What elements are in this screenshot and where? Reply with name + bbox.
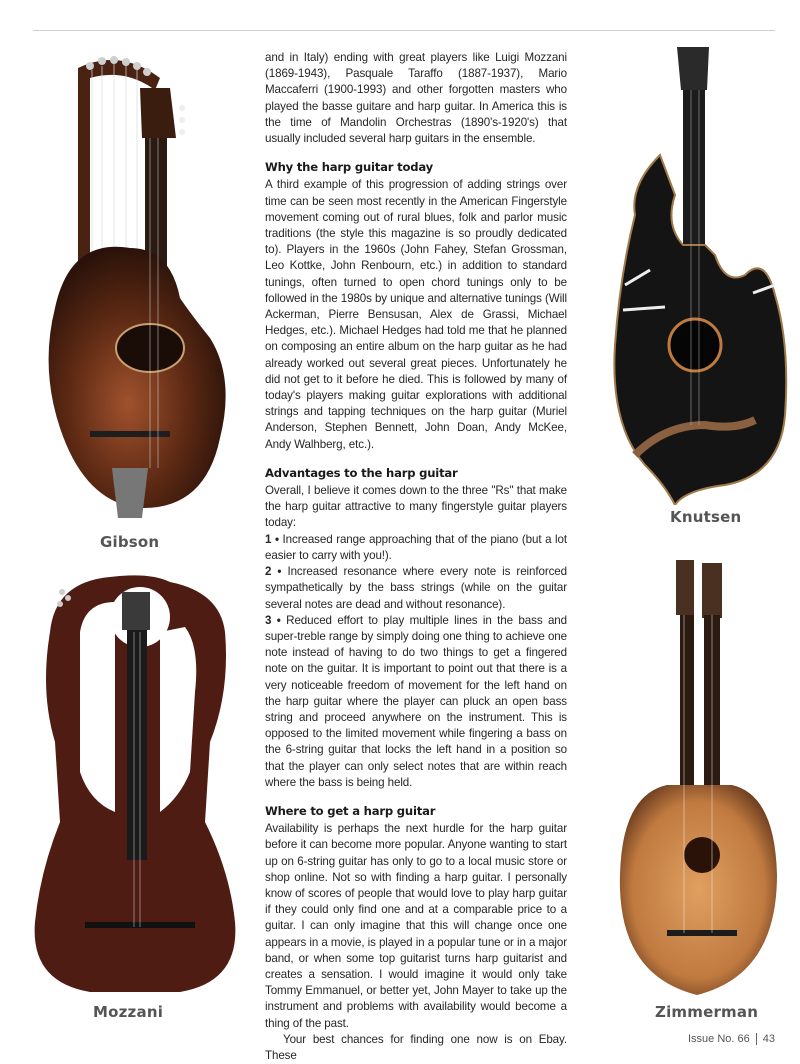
advantage-item-1	[265, 532, 567, 564]
gibson-harp-guitar-image	[30, 48, 235, 528]
footer-divider	[756, 1033, 757, 1045]
page-number: 43	[762, 1033, 775, 1045]
section-body-where: Availability is perhaps the next hurdle for the harp guitar before it can become more popular. Anyone wanting to start up on 6-string guitar has only to go to a local music store or shop online. Not so with finding a harp guitar. I personally know of scores of people that would love to play harp guitar if they could only find one and at a comparable price to a guitar. I can only imagine that this will change once one appears in a movie, is played in a popular tune or in a major band, or when some top guitarist turns harp guitarist and creates a sensation. I would imagine it would only take Tommy Emmanuel, or better yet, John Mayer to take up the instrument and problems with availability would become a thing of the past.	[265, 822, 567, 1030]
advantage-number: 1 •	[265, 532, 279, 546]
closing-paragraph: Your best chances for finding one now is on Ebay. These	[265, 1032, 567, 1062]
caption-mozzani: Mozzani	[93, 1003, 164, 1021]
advantage-text: Reduced effort to play multiple lines in the bass and super-treble range by simply doing one thing to achieve one note instead of having to do two things to get a fingered note on the guitar. It is important to point out that there is a very noticeable freedom of movement for the left hand on the harp guitar where the player can pluck an open bass string and proceed anywhere on the instrument. This is opposed to the limited movement while fingering a bass on the 6-string guitar that locks the left hand in a position so that the player can only select notes that are within reach where the bass is being held.	[265, 613, 567, 789]
advantage-text: Increased range approaching that of the piano (but a lot easier to carry with you!).	[265, 532, 567, 562]
advantage-number: 2 •	[265, 565, 282, 579]
advantage-item-3	[265, 613, 567, 791]
top-rule	[33, 30, 775, 31]
page-footer	[688, 1033, 775, 1045]
advantage-number: 3 •	[265, 613, 281, 627]
advantage-item-2	[265, 564, 567, 613]
caption-knutsen: Knutsen	[670, 508, 742, 526]
issue-number: Issue No. 66	[687, 1033, 750, 1045]
knutsen-harp-guitar-image	[605, 45, 790, 505]
section-heading-advantages: Advantages to the harp guitar	[265, 465, 458, 480]
article-intro: and in Italy) ending with great players like Luigi Mozzani (1869-1943), Pasquale Taraffo (1887-1937), Mario Maccaferri (1900-1993) and other forgotten masters who played the basse guitare and harp guitar. In America this is the time of Mandolin Orchestras (1890's-1920's) that usually included several harp guitars in the ensemble.	[265, 51, 567, 146]
caption-gibson: Gibson	[100, 533, 160, 551]
advantage-text: Increased resonance where every note is reinforced sympathetically by the bass strings (while on the guitar several notes are dead and without resonance).	[265, 565, 567, 611]
mozzani-lyre-guitar-image	[30, 572, 240, 997]
caption-zimmerman: Zimmerman	[655, 1003, 759, 1021]
section-body-why: A third example of this progression of adding strings over time can be seen most recently in the American Fingerstyle movement coming out of rural blues, folk and parlor music traditions (the style this magazine is so proudly dedicated to). Players in the 1960s (John Fahey, Stefan Grossman, Leo Kottke, John Renbourn, etc.) in addition to standard tunings, often turned to open chord tunings only to be followed in the 1980s by unique and alternative tunings (Will Ackerman, Pierre Bensusan, Alex de Grassi, Michael Hedges, etc.). Michael Hedges had told me that he planned on composing an entire album on the harp guitar as he had already worked out several great pieces. Unfortunately he did not get to it before he died. This is followed by many of today's players making guitar explorations with additional strings and tapping techniques on the harp guitar (Muriel Anderson, Stephen Bennett, John Doan, Andy McKee, Andy Walhberg, etc.).	[265, 178, 567, 451]
article-column	[265, 50, 567, 1064]
section-intro-advantages: Overall, I believe it comes down to the three "Rs" that make the harp guitar attractive to many fingerstyle guitar players today:	[265, 484, 567, 530]
section-heading-where: Where to get a harp guitar	[265, 803, 436, 818]
zimmerman-harp-guitar-image	[612, 555, 787, 1000]
section-heading-why: Why the harp guitar today	[265, 160, 433, 175]
